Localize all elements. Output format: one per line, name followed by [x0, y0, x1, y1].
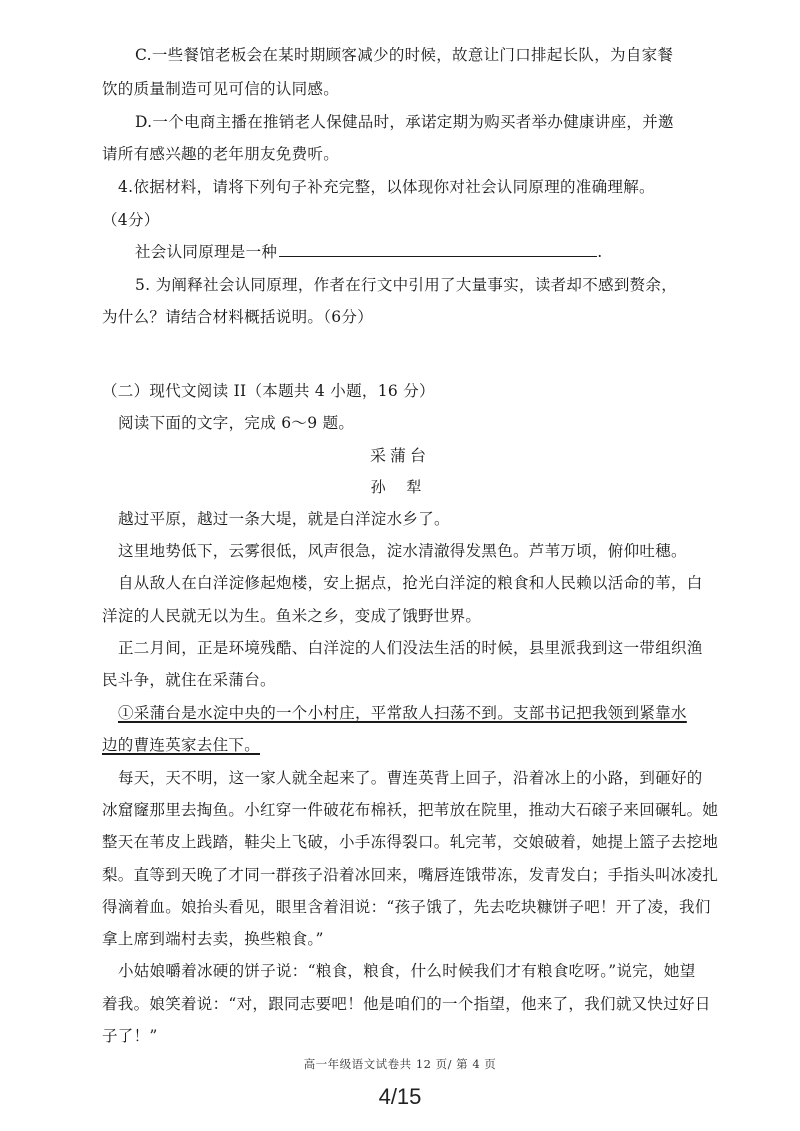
story-paragraph-6-line3: 整天在苇皮上践踏，鞋尖上飞破，小手冻得裂口。轧完苇，交娘破着，她提上篮子去挖地: [102, 833, 719, 851]
story-paragraph-6-line1: 每天，天不明，这一家人就全起来了。曹连英背上回子，沿着冰上的小路，到砸好的: [118, 769, 703, 787]
story-paragraph-4-line1: 正二月间，正是环境残酷、白洋淀的人们没法生活的时候，县里派我到这一带组织渔: [118, 639, 703, 657]
option-d-line1: D.一个电商主播在推销老人保健品时，承诺定期为购买者举办健康讲座，并邀: [135, 113, 674, 131]
story-paragraph-5-underlined-line1: ①采蒲台是水淀中央的一个小村庄，平常敌人扫荡不到。支部书记把我领到紧靠水: [118, 704, 687, 722]
question-5-line2: 为什么？请结合材料概括说明。（6分）: [102, 308, 374, 326]
story-paragraph-7-line2: 着我。娘笑着说：“对，跟同志要吧！他是咱们的一个指望，他来了，我们就又快过好日: [102, 995, 711, 1013]
page-footer: 高一年级语文试卷共 12 页/ 第 4 页: [303, 1057, 497, 1071]
story-paragraph-6-line2: 冰窟窿那里去掏鱼。小红穿一件破花布棉袄，把苇放在院里，推动大石磙子来回碾轧。她: [102, 801, 719, 819]
story-author: 孙 犁: [370, 478, 430, 496]
story-paragraph-7-line3: 子了！”: [102, 1027, 158, 1045]
story-paragraph-3-line2: 洋淀的人民就无以为生。鱼米之乡，变成了饿野世界。: [102, 607, 482, 625]
story-title: 采蒲台: [369, 446, 430, 465]
story-paragraph-4-line2: 民斗争，就住在采蒲台。: [102, 671, 276, 689]
reading-instruction: 阅读下面的文字，完成 6～9 题。: [118, 414, 355, 432]
question-4-fill-in: [135, 241, 602, 263]
story-paragraph-1: 越过平原，越过一条大堤，就是白洋淀水乡了。: [118, 510, 450, 528]
story-paragraph-6-line4: 梨。直等到天晚了才同一群孩子沿着冰回来，嘴唇连饿带冻，发青发白；手指头叫冰凌扎: [102, 866, 719, 884]
story-paragraph-6-line5: 得滴着血。娘抬头看见，眼里含着泪说：“孩子饿了，先去吃块糠饼子吧！开了凌，我们: [102, 898, 711, 916]
story-paragraph-3-line1: 自从敌人在白洋淀修起炮楼，安上据点，抢光白洋淀的粮食和人民赖以活命的苇，白: [118, 574, 703, 592]
fill-in-blank: [279, 242, 597, 257]
option-d-line2: 请所有感兴趣的老年朋友免费听。: [102, 145, 340, 163]
story-paragraph-2: 这里地势低下，云雾很低，风声很急，淀水清澈得发黑色。芦苇万顷，俯仰吐穗。: [118, 542, 687, 560]
option-c-line2: 饮的质量制造可见可信的认同感。: [102, 80, 340, 98]
story-paragraph-5-underlined-line2: 边的曹连英家去住下。: [102, 736, 261, 754]
fill-in-suffix: .: [597, 243, 603, 261]
story-paragraph-6-line6: 拿上席到端村去卖，换些粮食。”: [102, 930, 324, 948]
option-c-line1: C.一些餐馆老板会在某时期顾客减少的时候，故意让门口排起长队，为自家餐: [135, 46, 674, 64]
question-4-line2: （4分）: [102, 211, 160, 229]
question-4-line1: 4.依据材料，请将下列句子补充完整，以体现你对社会认同原理的准确理解。: [118, 178, 655, 196]
question-5-line1: 5. 为阐释社会认同原理，作者在行文中引用了大量事实，读者却不感到赘余，: [135, 276, 678, 294]
section-heading: （二）现代文阅读 II（本题共 4 小题，16 分）: [102, 382, 435, 400]
story-paragraph-7-line1: 小姑娘嚼着冰硬的饼子说：“粮食，粮食，什么时候我们才有粮食吃呀。”说完，她望: [118, 962, 696, 980]
viewer-page-number: 4/15: [378, 1084, 422, 1109]
fill-in-prefix: 社会认同原理是一种: [135, 243, 278, 261]
